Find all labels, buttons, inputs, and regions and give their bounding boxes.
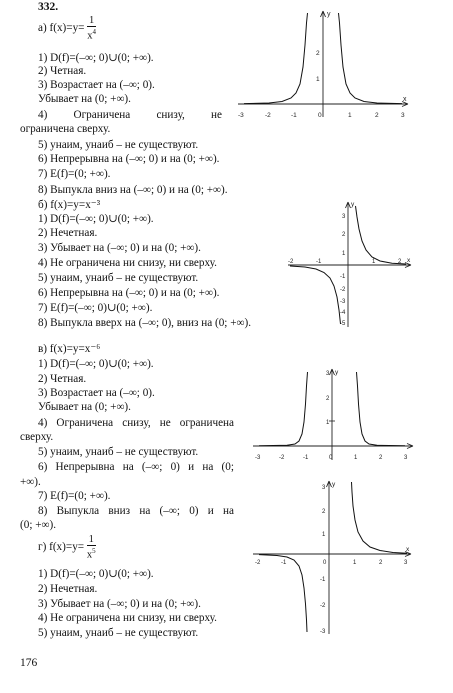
y-axis-label: y xyxy=(335,369,339,376)
y-tick: -4 xyxy=(340,310,346,316)
x-tick-labels xyxy=(238,112,405,119)
section-a-header-text: а) f(x)=y= xyxy=(38,21,88,34)
page-number: 176 xyxy=(20,657,38,669)
c-line-4: Убывает на (0; +∞). xyxy=(38,401,131,413)
a-line-9: 7) E(f)=(0; +∞). xyxy=(38,168,111,180)
y-tick: -1 xyxy=(340,274,346,280)
y-tick: 1 xyxy=(342,251,346,257)
y-tick: 1 xyxy=(322,532,326,538)
c-line-8: 6) Непрерывна на (–∞; 0) и на (0; xyxy=(38,461,234,473)
x-tick: -1 xyxy=(303,455,309,461)
x-tick: 3 xyxy=(404,455,408,461)
a-line-1: 1) D(f)=(–∞; 0)∪(0; +∞). xyxy=(38,52,154,64)
y-tick-labels xyxy=(340,214,346,327)
a-line-6: ограничена сверху. xyxy=(20,123,111,135)
x-tick: -3 xyxy=(255,455,261,461)
curve-right-branch xyxy=(357,372,406,446)
d-line-1: 1) D(f)=(–∞; 0)∪(0; +∞). xyxy=(38,568,154,580)
fraction-1-over-x5: $\frac{1}{x^5}$ xyxy=(86,534,96,561)
b-line-4: 4) Не ограничена ни снизу, ни сверху. xyxy=(38,257,217,269)
b-line-8: 8) Выпукла вверх на (–∞; 0), вниз на (0; +∞). xyxy=(38,317,252,329)
d-line-5: 5) yнаим, yнаиб – не существуют. xyxy=(38,627,199,639)
x-tick: 0 xyxy=(318,112,322,119)
c-line-9: +∞). xyxy=(20,476,41,488)
y-tick: 3 xyxy=(322,485,326,491)
x-tick: -2 xyxy=(279,455,285,461)
c-line-11: 8) Выпукла вниз на (–∞; 0) и на xyxy=(38,505,234,517)
curve-right-branch xyxy=(356,206,407,264)
fraction-1-over-x4: $\frac{1}{x^4}$ xyxy=(87,15,97,42)
y-tick: 3 xyxy=(342,214,346,220)
d-line-4: 4) Не ограничена ни снизу, ни сверху. xyxy=(38,612,217,624)
y-tick: -2 xyxy=(340,287,346,293)
x-tick: 0 xyxy=(329,455,333,461)
graph-1-over-x5 xyxy=(247,478,417,638)
y-tick: -3 xyxy=(320,629,326,635)
y-tick: 2 xyxy=(326,396,330,402)
y-tick: -2 xyxy=(320,603,326,609)
a-line-7: 5) yнаим, yнаиб – не существуют. xyxy=(38,139,199,151)
problem-number: 332. xyxy=(38,1,59,13)
c-line-7: 5) yнаим, yнаиб – не существуют. xyxy=(38,446,199,458)
a-line-8: 6) Непрерывна на (–∞; 0) и на (0; +∞). xyxy=(38,153,220,165)
a-line-4: Убывает на (0; +∞). xyxy=(38,93,131,105)
c-line-3: 3) Возрастает на (–∞; 0). xyxy=(38,387,155,399)
x-tick: -2 xyxy=(265,112,271,119)
x-axis-label: x xyxy=(403,96,407,103)
section-d-header xyxy=(38,534,96,561)
x-tick: 2 xyxy=(398,259,402,265)
x-tick: -2 xyxy=(255,560,261,566)
a-line-3: 3) Возрастает на (–∞; 0). xyxy=(38,79,155,91)
y-tick: -1 xyxy=(320,577,326,583)
c-line-1: 1) D(f)=(–∞; 0)∪(0; +∞). xyxy=(38,358,154,370)
y-tick: 2 xyxy=(322,509,326,515)
graph-1-over-x4 xyxy=(232,5,412,125)
axes xyxy=(253,369,413,460)
x-tick: -1 xyxy=(281,560,287,566)
c-line-12: (0; +∞). xyxy=(20,519,57,531)
y-tick: -5 xyxy=(340,321,346,327)
x-axis-label: x xyxy=(406,546,410,553)
axes xyxy=(288,202,411,327)
curve-right-branch xyxy=(352,482,408,553)
b-line-7: 7) E(f)=(–∞; 0)∪(0; +∞). xyxy=(38,302,153,314)
x-tick-labels xyxy=(255,455,408,461)
x-tick: -3 xyxy=(238,112,244,119)
section-c-header: в) f(x)=y=x⁻⁶ xyxy=(38,343,101,355)
section-d-header-text: г) f(x)=y= xyxy=(38,540,87,553)
x-tick: -2 xyxy=(288,259,294,265)
b-line-1: 1) D(f)=(–∞; 0)∪(0; +∞). xyxy=(38,213,154,225)
y-axis-label: y xyxy=(351,201,355,208)
x-tick-labels xyxy=(255,560,408,566)
x-tick: -1 xyxy=(316,259,322,265)
axes xyxy=(253,481,411,634)
x-tick: 1 xyxy=(348,112,352,119)
c-line-10: 7) E(f)=(0; +∞). xyxy=(38,490,111,502)
curve-right-branch xyxy=(339,13,403,104)
x-tick: 1 xyxy=(354,455,358,461)
y-axis-label: y xyxy=(332,481,336,488)
d-line-2: 2) Нечетная. xyxy=(38,583,98,595)
a-line-10: 8) Выпукла вниз на (–∞; 0) и на (0; +∞). xyxy=(38,184,228,196)
graph-x-minus-3 xyxy=(280,197,415,332)
y-tick: -3 xyxy=(340,299,346,305)
c-line-5: 4) Ограничена снизу, не ограничена xyxy=(38,417,234,429)
y-tick: 2 xyxy=(342,232,346,238)
y-tick: 2 xyxy=(316,50,320,57)
y-tick: 1 xyxy=(326,420,330,426)
x-tick: 2 xyxy=(379,560,383,566)
x-tick: 1 xyxy=(353,560,357,566)
section-a-header xyxy=(38,15,96,42)
axes xyxy=(238,11,408,117)
c-line-2: 2) Четная. xyxy=(38,373,87,385)
graph-x-minus-6 xyxy=(247,364,417,464)
y-tick: 1 xyxy=(316,76,320,83)
b-line-5: 5) yнаим, yнаиб – не существуют. xyxy=(38,272,199,284)
a-line-5: 4) Ограничена снизу, не xyxy=(38,109,222,121)
b-line-2: 2) Нечетная. xyxy=(38,227,98,239)
x-axis-label: x xyxy=(407,257,411,264)
curve-left-branch xyxy=(290,266,341,324)
curve-left-branch xyxy=(259,555,307,632)
x-tick: 3 xyxy=(404,560,408,566)
c-line-6: сверху. xyxy=(20,431,54,443)
b-line-6: 6) Непрерывна на (–∞; 0) и на (0; +∞). xyxy=(38,287,220,299)
curve-left-branch xyxy=(244,13,308,104)
y-tick-labels xyxy=(326,371,330,426)
y-axis-label: y xyxy=(327,11,331,18)
y-tick: 3 xyxy=(326,371,330,377)
b-line-3: 3) Убывает на (–∞; 0) и на (0; +∞). xyxy=(38,242,201,254)
x-tick: 1 xyxy=(372,259,376,265)
a-line-2: 2) Четная. xyxy=(38,65,87,77)
section-b-header: б) f(x)=y=x⁻³ xyxy=(38,199,101,211)
x-tick: -1 xyxy=(291,112,297,119)
x-tick: 0 xyxy=(323,560,327,566)
y-tick-labels xyxy=(316,50,320,83)
curve-left-branch xyxy=(259,372,308,446)
x-tick: 2 xyxy=(379,455,383,461)
x-tick: 2 xyxy=(375,112,379,119)
d-line-3: 3) Убывает на (–∞; 0) и на (0; +∞). xyxy=(38,598,201,610)
x-tick: 3 xyxy=(401,112,405,119)
